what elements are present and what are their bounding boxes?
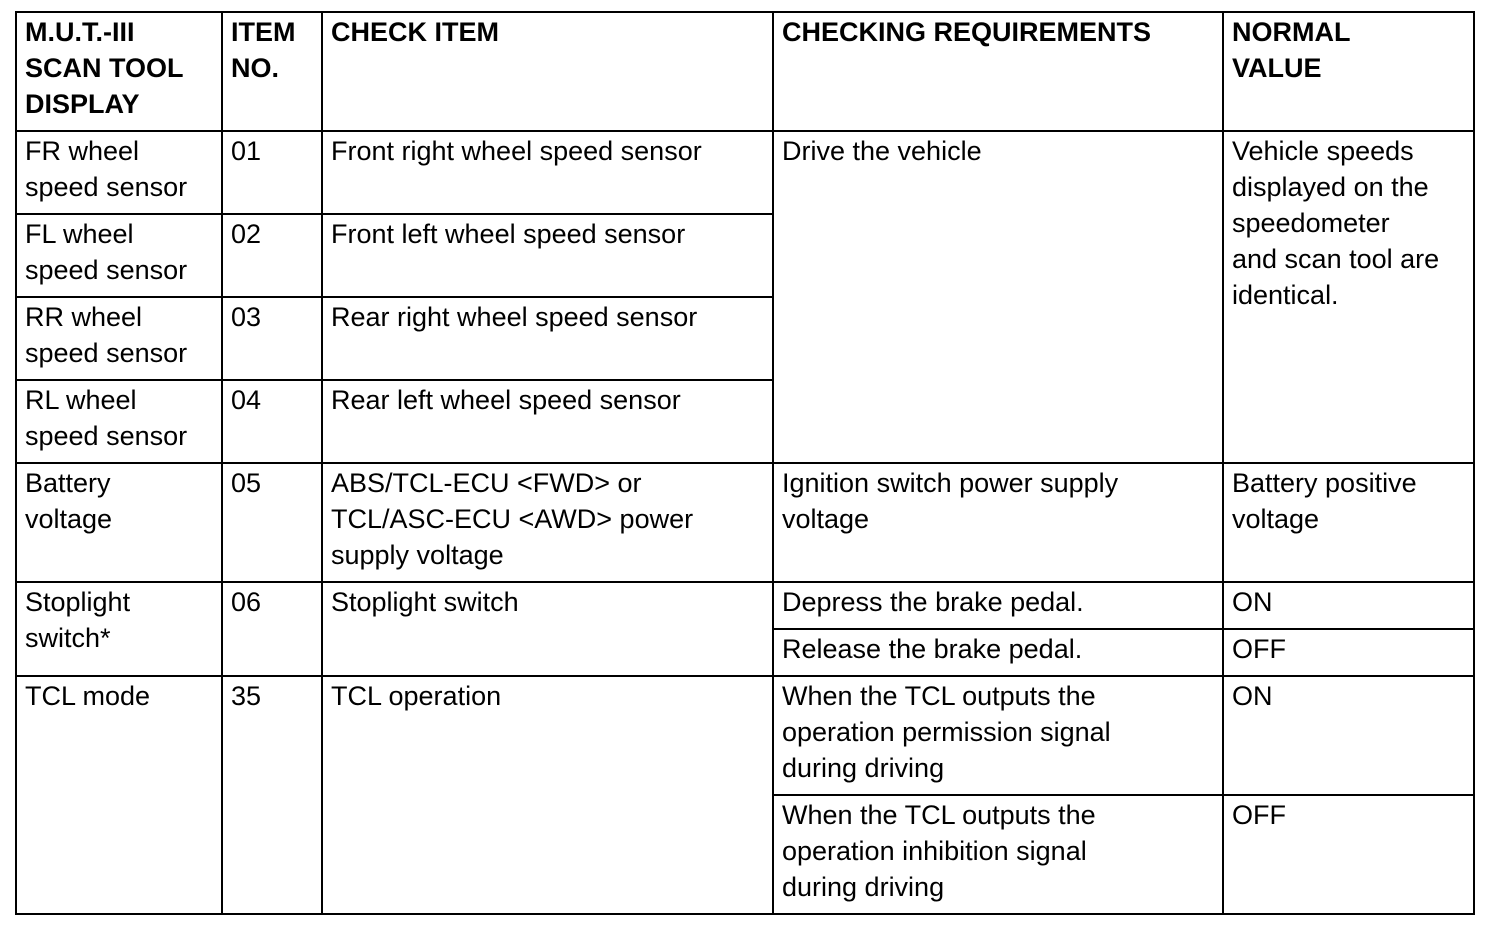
normal-value-cell: ON (1223, 676, 1474, 795)
normal-value-cell: ON (1223, 582, 1474, 629)
item-no-cell: 06 (222, 582, 322, 676)
display-cell: Stoplight switch* (16, 582, 222, 676)
table-row (16, 463, 1474, 582)
header-normal-value: NORMAL VALUE (1223, 12, 1474, 131)
check-item-cell: ABS/TCL-ECU <FWD> or TCL/ASC-ECU <AWD> power supply voltage (322, 463, 773, 582)
table-row (16, 131, 1474, 214)
item-no-cell: 02 (222, 214, 322, 297)
normal-value-cell: Vehicle speeds displayed on the speedometer and scan tool are identical. (1223, 131, 1474, 463)
header-row (16, 12, 1474, 131)
header-display: M.U.T.-III SCAN TOOL DISPLAY (16, 12, 222, 131)
display-cell: FR wheel speed sensor (16, 131, 222, 214)
table-row (16, 676, 1474, 795)
requirement-cell: Ignition switch power supply voltage (773, 463, 1223, 582)
requirement-cell: Depress the brake pedal. (773, 582, 1223, 629)
normal-value-cell: OFF (1223, 629, 1474, 676)
item-no-cell: 35 (222, 676, 322, 914)
check-item-cell: TCL operation (322, 676, 773, 914)
item-no-cell: 01 (222, 131, 322, 214)
item-no-cell: 04 (222, 380, 322, 463)
header-item-no: ITEM NO. (222, 12, 322, 131)
normal-value-cell: OFF (1223, 795, 1474, 914)
display-cell: Battery voltage (16, 463, 222, 582)
check-item-cell: Front right wheel speed sensor (322, 131, 773, 214)
check-item-cell: Rear right wheel speed sensor (322, 297, 773, 380)
requirement-cell: When the TCL outputs the operation permission signal during driving (773, 676, 1223, 795)
table-row (16, 582, 1474, 629)
item-no-cell: 03 (222, 297, 322, 380)
check-item-cell: Rear left wheel speed sensor (322, 380, 773, 463)
requirement-cell: Release the brake pedal. (773, 629, 1223, 676)
requirement-cell: When the TCL outputs the operation inhibition signal during driving (773, 795, 1223, 914)
header-requirements: CHECKING REQUIREMENTS (773, 12, 1223, 131)
header-check-item: CHECK ITEM (322, 12, 773, 131)
display-cell: FL wheel speed sensor (16, 214, 222, 297)
check-item-cell: Front left wheel speed sensor (322, 214, 773, 297)
normal-value-cell: Battery positive voltage (1223, 463, 1474, 582)
display-cell: RL wheel speed sensor (16, 380, 222, 463)
requirement-cell: Drive the vehicle (773, 131, 1223, 463)
check-item-cell: Stoplight switch (322, 582, 773, 676)
service-data-table (15, 11, 1475, 915)
item-no-cell: 05 (222, 463, 322, 582)
display-cell: RR wheel speed sensor (16, 297, 222, 380)
display-cell: TCL mode (16, 676, 222, 914)
